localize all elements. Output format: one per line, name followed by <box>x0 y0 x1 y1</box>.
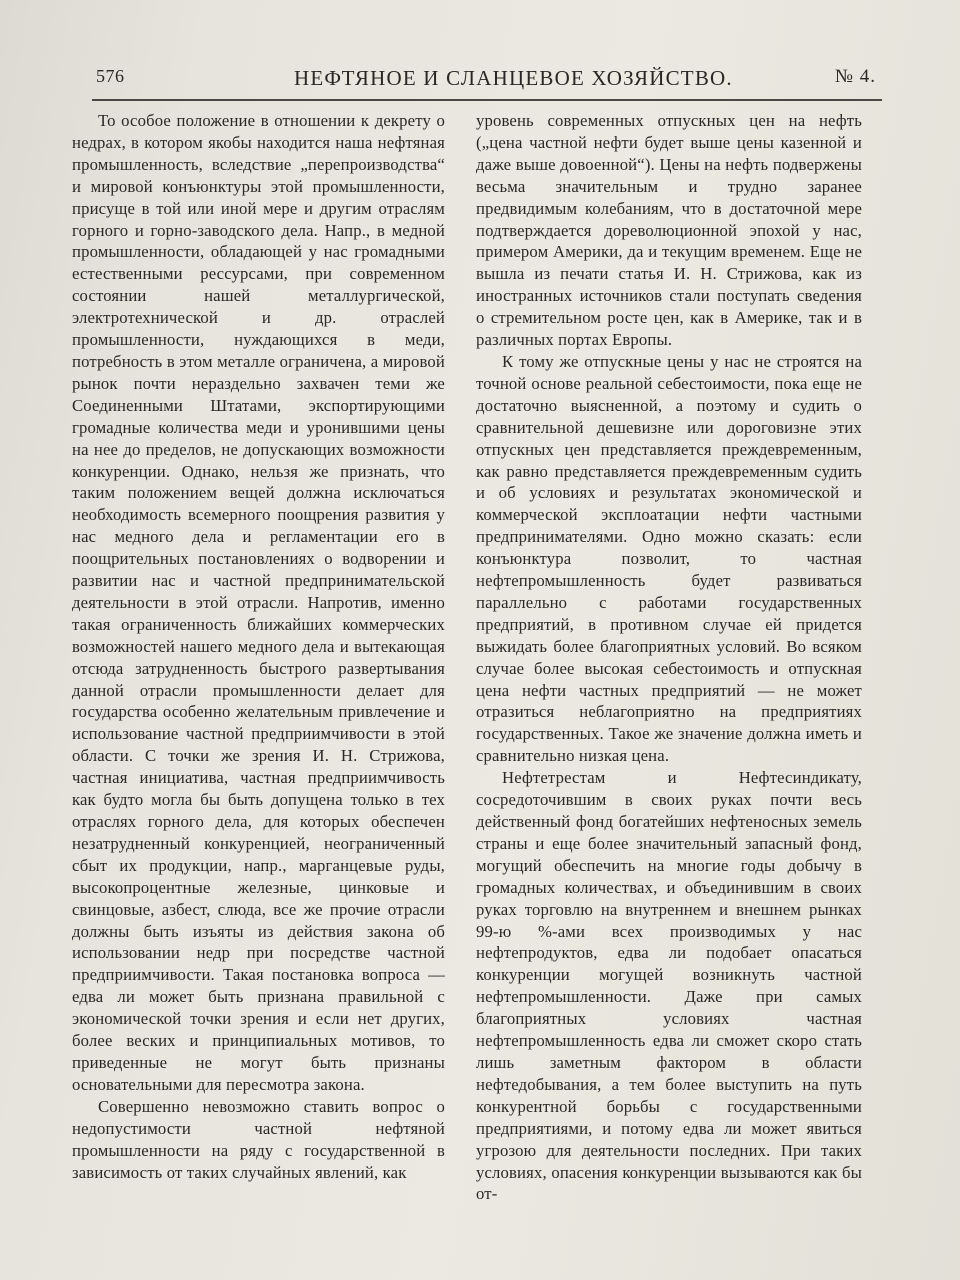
issue-number: № 4. <box>834 66 876 87</box>
paragraph: К тому же отпускные цены у нас не строятся на точной основе реальной себестоимости, пока еще не достаточно выясненной, а поэтому и судить о сравнительной дешевизне или дороговизне этих отпускных цен представляется преждевременным, как равно представляется преждевременным судить и об условиях и результатах экономической и коммерческой эксплоатации нефти частными предпринимателями. Одно можно сказать: если конъюнктура позволит, то частная нефтепромышленность будет развиваться параллельно с работами государственных предприятий, в противном случае ей придется выжидать более благоприятных условий. Во всяком случае более высокая себестоимость и отпускная цена нефти частных предприятий — не может отразиться неблагоприятно на предприятиях государственных. Такое же значение должна иметь и сравнительно низкая цена. <box>476 351 862 766</box>
left-column <box>72 110 445 1183</box>
journal-title: НЕФТЯНОЕ И СЛАНЦЕВОЕ ХОЗЯЙСТВО. <box>294 66 733 90</box>
header-rule <box>92 99 882 101</box>
paragraph: уровень современных отпускных цен на нефть („цена частной нефти будет выше цены казенной и даже выше довоенной“). Цены на нефть подвержены весьма значительным и трудно заранее предвидимым колебаниям, что в достаточной мере подтверждается дореволюционной эпохой у нас, примером Америки, да и текущим временем. Еще не вышла из печати статья И. Н. Стрижова, как из иностранных источников стали поступать сведения о стремительном росте цен, как в Америке, так и в различных портах Европы. <box>476 111 862 350</box>
page-number: 576 <box>96 66 125 86</box>
paragraph: Нефтетрестам и Нефтесиндикату, сосредоточившим в своих руках почти весь действенный фонд богатейших нефтеносных земель страны и еще более значительный запасный фонд, могущий обеспечить на многие годы добычу в громадных количествах, и объединившим в своих руках торговлю на внутреннем и внешнем рынках 99-ю %-ами всех производимых у нас нефтепродуктов, едва ли подобает опасаться конкуренции могущей возникнуть частной нефтепромышленности. Даже при самых благоприятных условиях частная нефтепромышленность едва ли сможет скоро стать лишь заметным фактором в области нефтедобывания, а тем более выступить на путь конкурентной борьбы с государственными предприятиями, и потому едва ли может явиться угрозою для деятельности последних. При таких условиях, опасения конкуренции вызываются как бы от- <box>476 768 862 1204</box>
right-column <box>476 110 862 1205</box>
page-header <box>96 66 876 98</box>
paragraph: Совершенно невозможно ставить вопрос о недопустимости частной нефтяной промышленности на ряду с государственной в зависимость от таких случайных явлений, как <box>72 1096 445 1182</box>
paragraph: То особое положение в отношении к декрету о недрах, в котором якобы находится наша нефтяная промышленность, вследствие „перепроизводства“ и мировой конъюнктуры этой промышленности, присуще в той или иной мере и другим отраслям горного и горно-заводского дела. Напр., в медной промышленности, обладающей у нас громадными естественными рессурсами, при современном состоянии нашей металлургической, электротехнической и др. отраслей промышленности, нуждающихся в меди, потребность в этом металле ограничена, а мировой рынок почти нераздельно захвачен теми же Соединенными Штатами, экспортирующими громадные количества меди и уронившими цены на нее до пределов, не допускающих возможности конкуренции. Однако, нельзя же признать, что таким положением вещей должна исключаться необходимость всемерного поощрения развития у нас медного дела и регламентации его в поощрительных постановлениях о водворении и развитии нас и частной предпринимательской деятельности в этой отрасли. Напротив, именно такая ограниченность ближайших коммерческих возможностей нашего медного дела и вытекающая отсюда затрудненность быстрого развертывания данной отрасли промышленности делает для государства особенно желательным привлечение и использование частной предприимчивости в этой области. С точки же зрения И. Н. Стрижова, частная инициатива, частная предприимчивость как будто могла бы быть допущена только в тех отраслях горного дела, для которых обеспечен незатрудненный конкуренцией, неограниченный сбыт их продукции, напр., марганцевые руды, высокопроцентные железные, цинковые и свинцовые, азбест, слюда, все же прочие отрасли должны быть изъяты из действия закона об использовании недр при посредстве частной предприимчивости. Такая постановка вопроса — едва ли может быть признана правильной с экономической точки зрения и если нет других, более веских и принципиальных мотивов, то приведенные не могут быть признаны основательными для пересмотра закона. <box>72 111 445 1094</box>
